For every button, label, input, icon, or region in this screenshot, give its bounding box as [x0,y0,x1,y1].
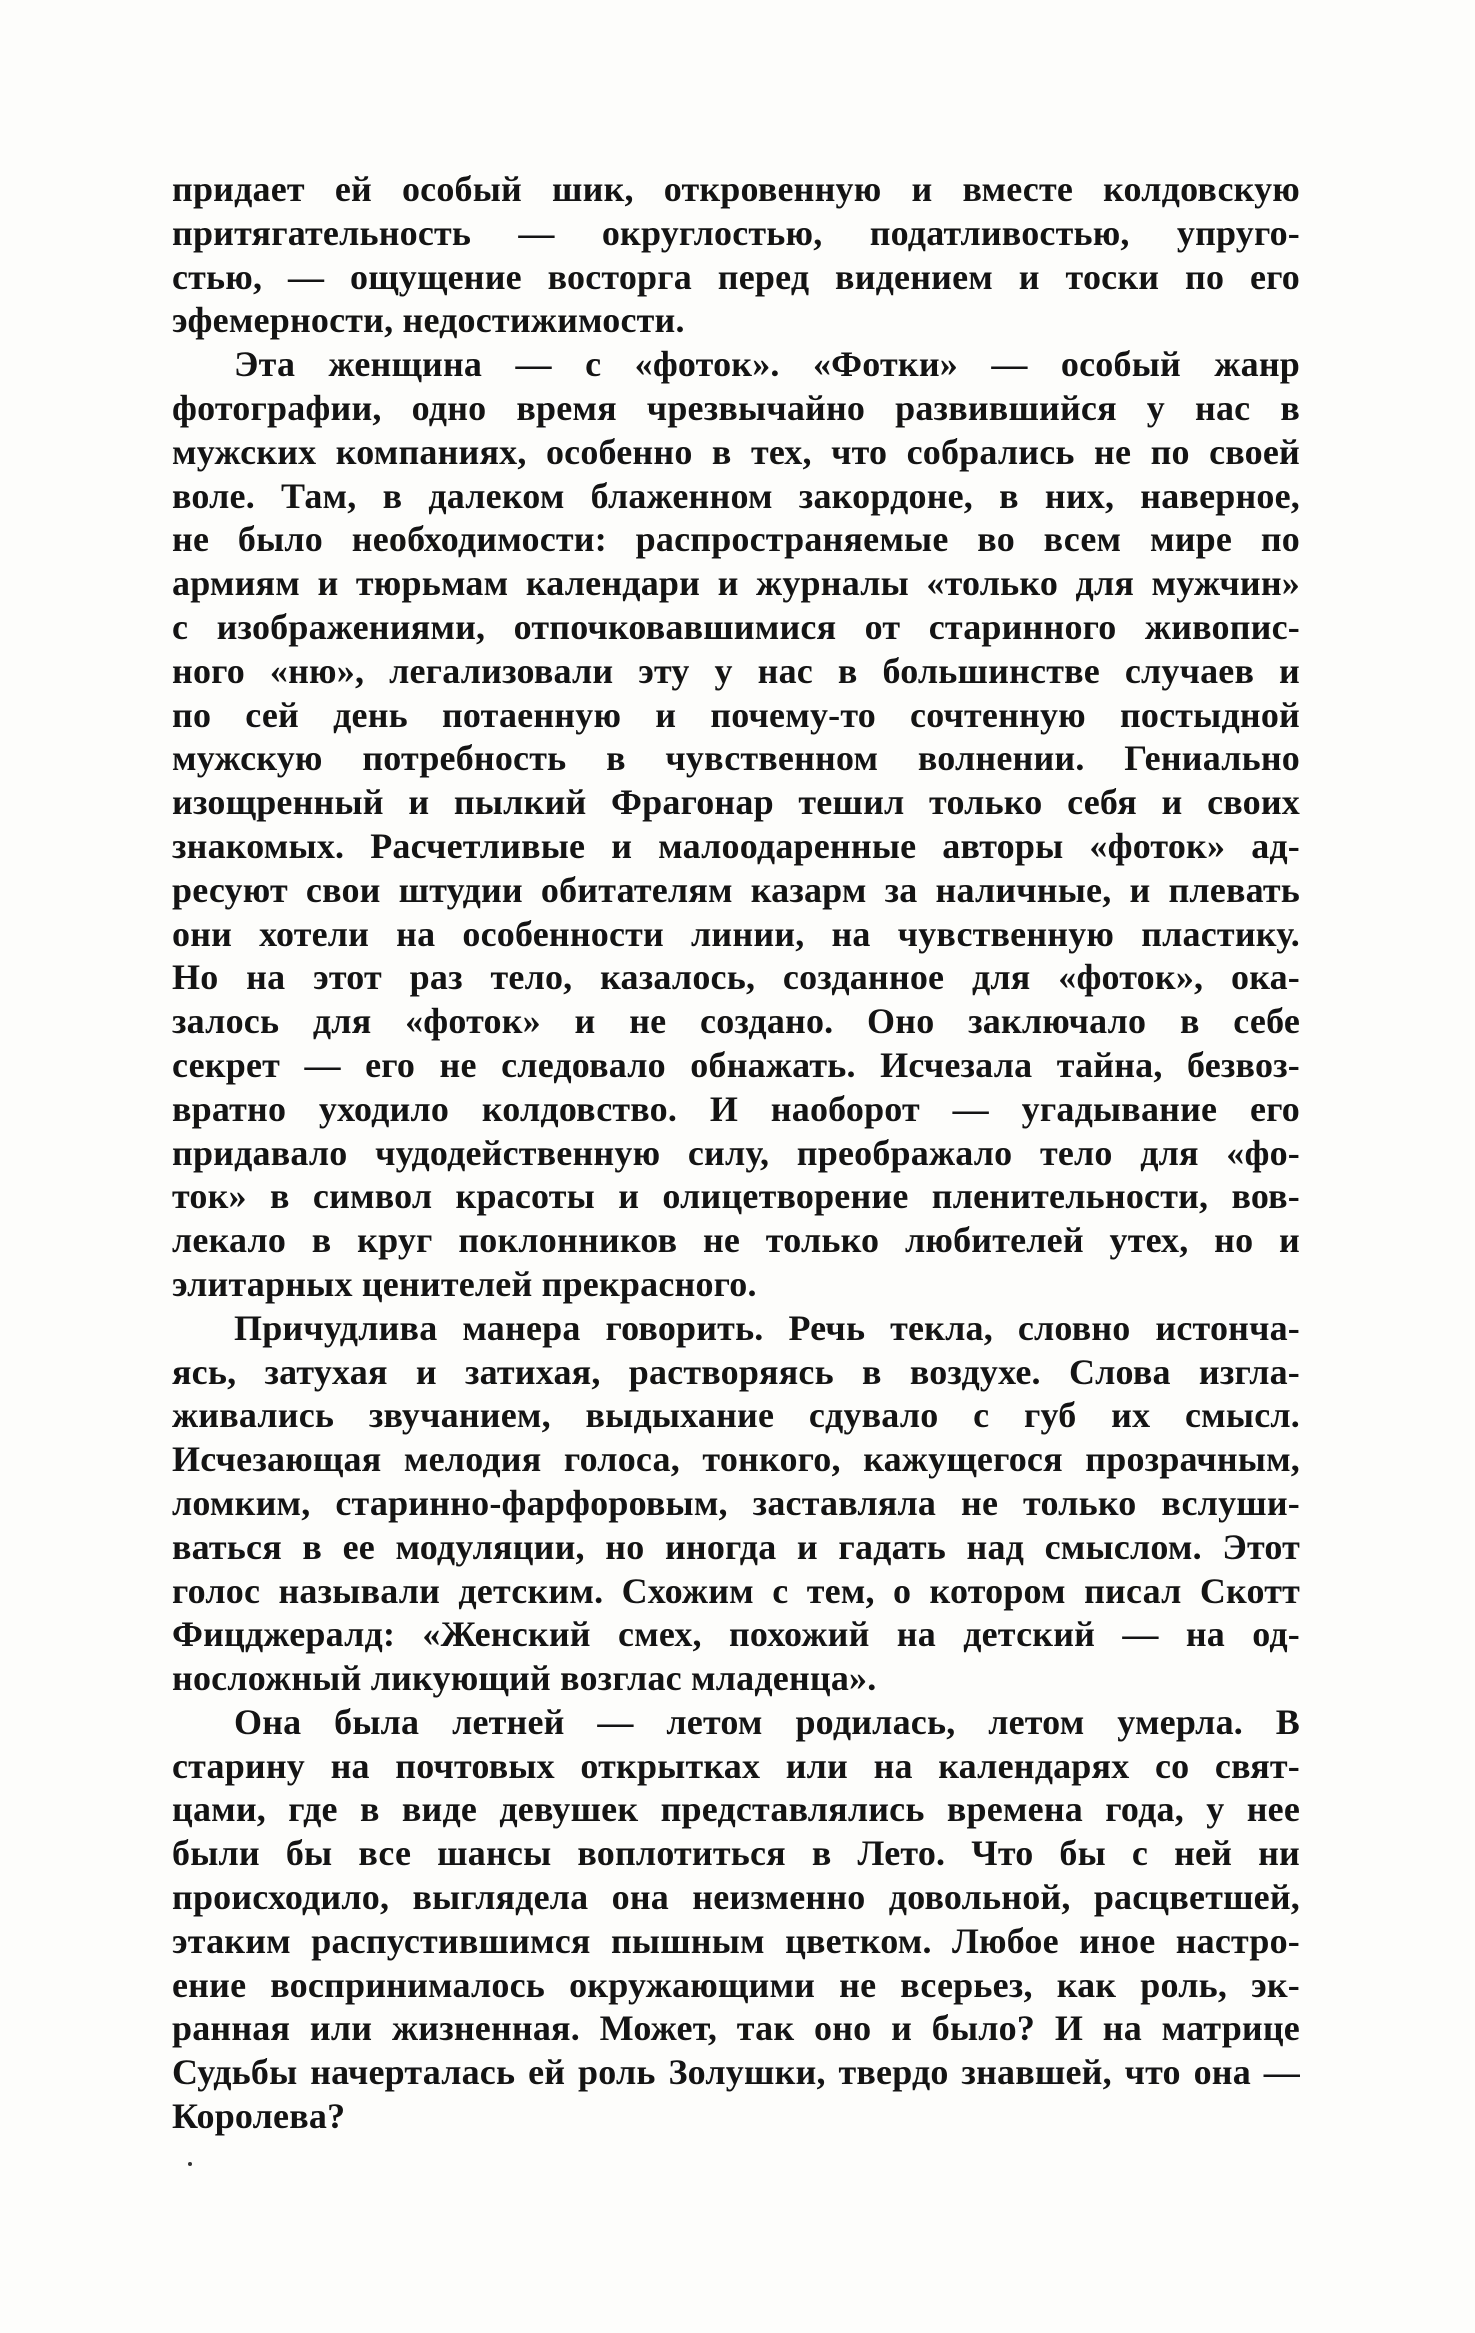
text-line: ваться в ее модуляции, но иногда и гадать над смыслом. Этот [172,1526,1300,1567]
text-line: ение воспринималось окружающими не всерьез, как роль, эк- [172,1964,1300,2005]
text-line: элитарных ценителей прекрасного. [172,1263,757,1304]
text-line: придавало чудодейственную силу, преображало тело для «фо- [172,1132,1300,1173]
paragraph [172,1307,1300,1701]
text-line: были бы все шансы воплотиться в Лето. Что бы с ней ни [172,1833,1300,1874]
text-line: притягательность — округлостью, податливостью, упруго- [172,212,1300,253]
text-line: этаким распустившимся пышным цветком. Любое иное настро- [172,1920,1300,1961]
text-line: воле. Там, в далеком блаженном закордоне, в них, наверное, [172,475,1300,516]
text-line: Королева? [172,2096,346,2137]
text-line: эфемерности, недостижимости. [172,300,685,341]
text-line: лекало в круг поклонников не только любителей утех, но и [172,1220,1300,1261]
text-line: с изображениями, отпочковавшимися от старинного живопис- [172,606,1300,647]
text-line: ранная или жизненная. Может, так оно и было? И на матрице [172,2008,1300,2049]
text-line: придает ей особый шик, откровенную и вместе колдовскую [172,169,1300,209]
text-line: Исчезающая мелодия голоса, тонкого, кажущегося прозрачным, [172,1439,1300,1480]
text-line: мужскую потребность в чувственном волнении. Гениально [172,738,1300,779]
paragraph [172,168,1300,343]
text-line: Причудлива манера говорить. Речь текла, словно истонча- [234,1307,1300,1348]
text-line: стью, — ощущение восторга перед видением и тоски по его [172,256,1300,297]
text-line: голос называли детским. Схожим с тем, о котором писал Скотт [172,1570,1300,1611]
text-line: старину на почтовых открытках или на календарях со свят- [172,1745,1300,1786]
text-line: ресуют свои штудии обитателям казарм за наличные, и плевать [172,869,1300,910]
text-line: армиям и тюрьмам календари и журналы «только для мужчин» [172,563,1300,604]
text-line: Она была летней — летом родилась, летом умерла. В [234,1701,1300,1742]
book-page [172,168,1300,2228]
text-line: Но на этот раз тело, казалось, созданное для «фоток», ока- [172,957,1300,998]
text-line: носложный ликующий возглас младенца». [172,1658,877,1699]
text-line: ломким, старинно-фарфоровым, заставляла не только вслуши- [172,1482,1300,1523]
text-line: Фицджералд: «Женский смех, похожий на детский — на од- [172,1614,1300,1655]
text-line: ясь, затухая и затихая, растворяясь в воздухе. Слова изгла- [172,1351,1300,1392]
text-line: происходило, выглядела она неизменно довольной, расцветшей, [172,1877,1300,1918]
text-line: мужских компаниях, особенно в тех, что собрались не по своей [172,431,1300,472]
text-line: знакомых. Расчетливые и малоодаренные авторы «фоток» ад- [172,825,1300,866]
text-line: цами, где в виде девушек представлялись времена года, у нее [172,1789,1300,1830]
paragraph [172,343,1300,1307]
text-line: они хотели на особенности линии, на чувственную пластику. [172,913,1300,954]
text-line: не было необходимости: распространяемые во всем мире по [172,519,1300,560]
text-line: по сей день потаенную и почему-то сочтенную постыдной [172,694,1300,735]
text-line: изощренный и пылкий Фрагонар тешил только себя и своих [172,782,1300,823]
print-speck [188,2162,192,2166]
text-line: ного «ню», легализовали эту у нас в большинстве случаев и [172,650,1300,691]
text-line: залось для «фоток» и не создано. Оно заключало в себе [172,1001,1300,1042]
text-line: Эта женщина — с «фоток». «Фотки» — особый жанр [234,344,1300,385]
text-line: ток» в символ красоты и олицетворение пленительности, вов- [172,1176,1300,1217]
text-line: фотографии, одно время чрезвычайно развившийся у нас в [172,387,1300,428]
text-line: Судьбы начерталась ей роль Золушки, твердо знавшей, что она — [172,2052,1300,2093]
text-line: вратно уходило колдовство. И наоборот — угадывание его [172,1088,1300,1129]
text-line: живались звучанием, выдыхание сдувало с губ их смысл. [172,1395,1300,1436]
text-line: секрет — его не следовало обнажать. Исчезала тайна, безвоз- [172,1044,1300,1085]
paragraph [172,1701,1300,2139]
